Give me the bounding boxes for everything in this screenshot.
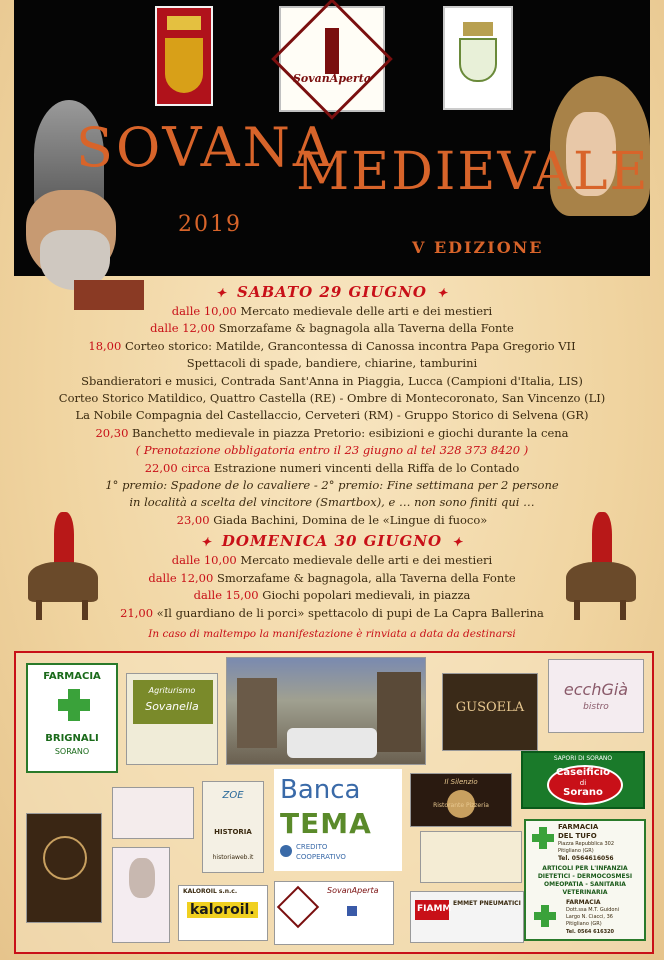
star-icon: ✦ bbox=[437, 286, 449, 300]
program-line: 21,00 «Il guardiano de li porci» spettacolo di pupi de La Capra Ballerina bbox=[120, 605, 544, 620]
facebook-icon bbox=[347, 906, 357, 916]
edition-label: V EDIZIONE bbox=[412, 238, 544, 257]
star-icon: ✦ bbox=[215, 286, 227, 300]
program bbox=[0, 282, 664, 643]
event-photo bbox=[226, 657, 426, 765]
star-icon: ✦ bbox=[452, 535, 464, 550]
program-line: dalle 12,00 Smorzafame & bagnagola, alla Taverna della Fonte bbox=[148, 570, 516, 585]
green-cross-icon bbox=[532, 827, 554, 849]
prize-line: in località a scelta del vincitore (Smartbox), e … non sono finiti qui … bbox=[129, 495, 535, 510]
event-year: 2019 bbox=[178, 212, 242, 237]
program-line: Sbandieratori e musici, Contrada Sant'Anna in Piaggia, Lucca (Campioni d'Italia, LIS) bbox=[81, 373, 583, 388]
sunday-heading: ✦ DOMENICA 30 GIUGNO ✦ bbox=[200, 532, 464, 551]
program-line: 20,30 Banchetto medievale in piazza Pretorio: esibizioni e giochi durante la cena bbox=[95, 425, 569, 440]
sponsor-ecchgia-bistro: ecchGià bistro bbox=[548, 659, 644, 733]
prize-line: 1° premio: Spadone de lo cavaliere - 2° premio: Fine settimana per 2 persone bbox=[105, 478, 559, 493]
sponsor-sovanaperta-card: SovanAperta bbox=[274, 881, 394, 945]
sponsor-farmacia-brignali: FARMACIA BRIGNALI SORANO bbox=[26, 663, 118, 773]
title-medievale: MEDIEVALE bbox=[296, 142, 650, 202]
reservation-note: ( Prenotazione obbligatoria entro il 23 giugno al tel 328 373 8420 ) bbox=[135, 443, 529, 458]
bad-weather-note: In caso di maltempo la manifestazione è rinviata a data da destinarsi bbox=[148, 627, 516, 640]
sponsors-panel bbox=[14, 651, 654, 954]
sponsor-kaloroil: KALOROIL s.n.c. kaloroil. bbox=[178, 885, 268, 941]
sponsor-caseificio-sorano: SAPORI DI SORANO Caseificio di Sorano bbox=[521, 751, 645, 809]
sponsor-banca-tema: Banca TEMA CREDITO COOPERATIVO bbox=[274, 769, 402, 871]
program-line: dalle 12,00 Smorzafame & bagnagola alla Taverna della Fonte bbox=[150, 321, 514, 336]
sponsor-sr-logo bbox=[26, 813, 102, 923]
green-cross-icon bbox=[534, 905, 556, 927]
sponsor-small bbox=[420, 831, 522, 883]
sponsor-farmacia-del-tufo: FARMACIA DEL TUFO Piazza Repubblica 302 Pitigliano (GR) Tel. 0564616056 ARTICOLI PER L'INFANZIA DIETETICI - DERMOCOSMESI OMEOPATIA - SANITARIA VETERINARIA FARMACIA Dott.ssa M.T. Guidoni Largo N. Ciacci, 36 Pitigliano (GR) Tel. 0564 616320 bbox=[524, 819, 646, 941]
program-line: La Nobile Compagnia del Castellaccio, Cerveteri (RM) - Gruppo Storico di Selvena (GR) bbox=[75, 408, 589, 423]
program-line: dalle 10,00 Mercato medievale delle arti e dei mestieri bbox=[171, 304, 493, 318]
green-cross-icon bbox=[58, 689, 90, 721]
sponsor-il-silenzio: Il Silenzio Ristorante Pizzeria bbox=[410, 773, 512, 827]
program-line: 22,00 circa Estrazione numeri vincenti della Riffa de lo Contado bbox=[144, 460, 520, 475]
sponsor-gusoela: GUSOELA bbox=[442, 673, 538, 751]
title-sovana: SOVANA bbox=[76, 116, 335, 179]
star-icon: ✦ bbox=[200, 535, 212, 550]
municipality-crest-logo bbox=[443, 6, 513, 110]
sponsor-agriturismo-sovanella: Agriturismo Sovanella bbox=[126, 673, 218, 765]
sponsor-small bbox=[112, 787, 194, 839]
sponsor-rabbit-logo bbox=[112, 847, 170, 943]
sponsor-zoe-historia: ZOE HISTORIA historiaweb.it bbox=[202, 781, 264, 873]
program-line: dalle 10,00 Mercato medievale delle arti e dei mestieri bbox=[171, 553, 493, 568]
program-line: dalle 15,00 Giochi popolari medievali, in piazza bbox=[193, 588, 471, 603]
sovanaperta-logo bbox=[279, 6, 385, 112]
sovana-crest-logo bbox=[155, 6, 213, 106]
sponsor-emmet-pneumatici: FIAMM EMMET PNEUMATICI bbox=[410, 891, 524, 943]
logo-text: SovanAperta bbox=[292, 72, 372, 85]
program-line: Corteo Storico Matildico, Quattro Castella (RE) - Ombre di Montecoronato, San Vincenzo (LI) bbox=[58, 391, 606, 406]
program-line: 23,00 Giada Bachini, Domina de le «Lingue di fuoco» bbox=[176, 512, 488, 527]
saturday-heading: ✦ SABATO 29 GIUGNO ✦ bbox=[215, 283, 449, 301]
program-line: Spettacoli di spade, bandiere, chiarine, tamburini bbox=[186, 356, 478, 371]
program-line: 18,00 Corteo storico: Matilde, Grancontessa di Canossa incontra Papa Gregorio VII bbox=[88, 338, 576, 353]
